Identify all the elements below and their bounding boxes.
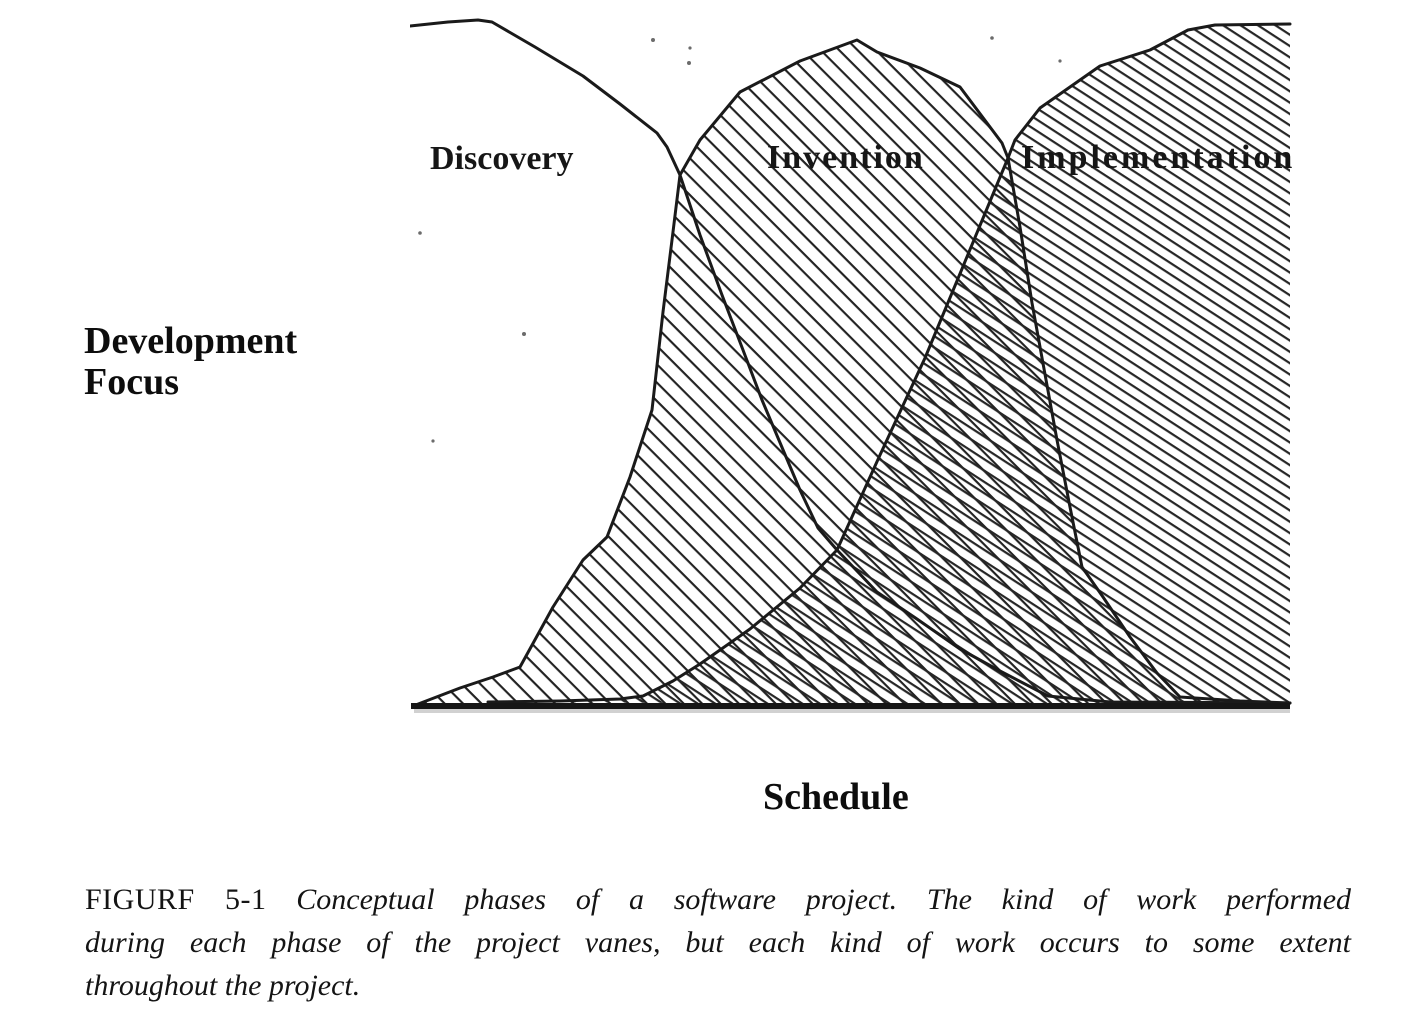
y-axis-label bbox=[84, 321, 297, 403]
region-label-discovery: Discovery bbox=[430, 140, 574, 177]
figure-caption bbox=[85, 878, 1351, 1007]
x-axis-baseline-blur bbox=[414, 709, 1290, 713]
x-axis-baseline bbox=[411, 703, 1290, 709]
region-label-invention: Invention bbox=[767, 139, 925, 176]
caption-text-1: Conceptual phases of a software project. The kind of work performed bbox=[296, 883, 1352, 916]
region-label-implementation: Implementation bbox=[1021, 139, 1296, 176]
caption-line-3: throughout the project. bbox=[85, 969, 361, 1002]
y-axis-label-line1: Development bbox=[84, 320, 298, 362]
phases-chart bbox=[410, 12, 1292, 718]
caption-line-1 bbox=[85, 878, 1351, 921]
x-axis-label: Schedule bbox=[763, 776, 909, 818]
figure-number: FIGURF 5-1 bbox=[85, 883, 267, 916]
y-axis-label-line2: Focus bbox=[84, 361, 179, 403]
series-group bbox=[410, 20, 1290, 706]
caption-line-2: during each phase of the project vanes, but each kind of work occurs to some extent bbox=[85, 926, 1351, 959]
